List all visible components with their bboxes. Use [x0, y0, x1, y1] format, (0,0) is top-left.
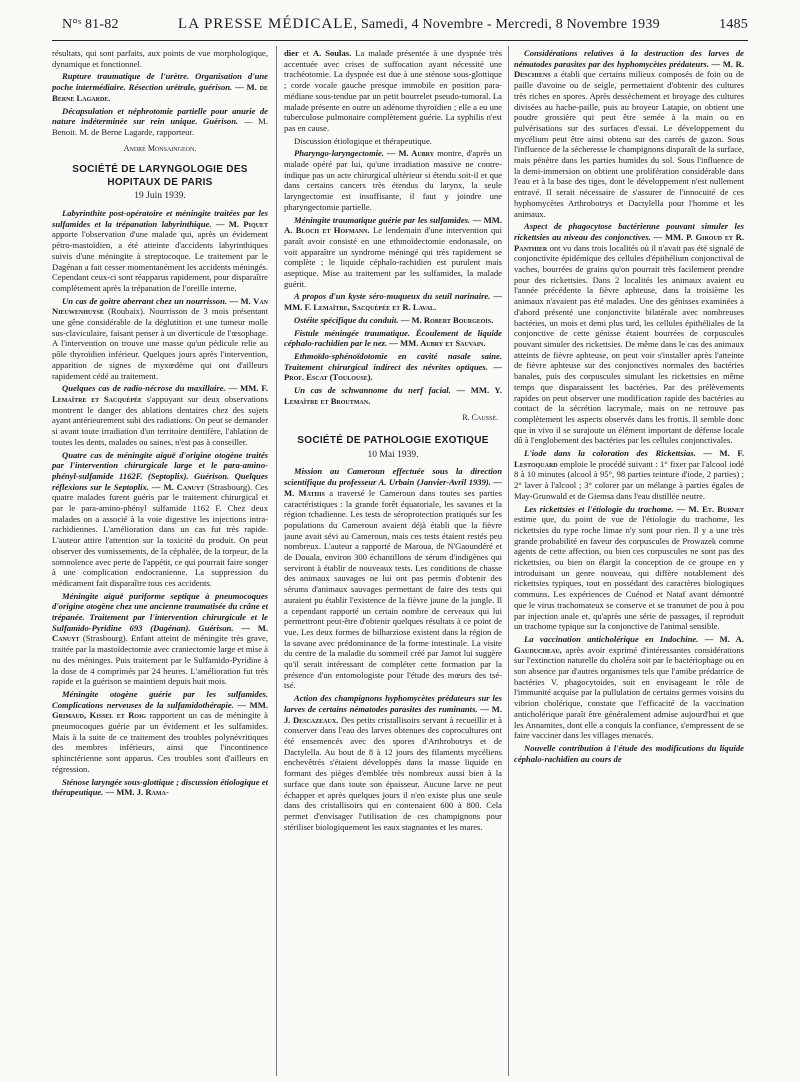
- article-title: Décapsulation et néphrotomie partielle pour anurie de nature indéterminée sur rein unique. Guérison.: [52, 105, 268, 127]
- article-author: dier: [284, 48, 299, 58]
- article-title: Ethmoïdo-sphénoïdotomie en cavité nasale saine. Traitement chirurgical indirect des névrites optiques.: [284, 350, 502, 372]
- article-author: A. Soulas.: [312, 48, 352, 58]
- article-title: Méningite traumatique guérie par les sulfamides.: [294, 214, 471, 225]
- article-title: Labyrinthite post-opératoire et méningite traitées par les sulfamides et la trépanation labyrinthique.: [52, 208, 268, 229]
- article-author: — M. Mathis: [284, 477, 502, 498]
- article: [514, 221, 744, 446]
- article-body: rapportent un cas de méningite à pneumocoques guérie par un évidement et les sulfamides. Mais à la suite de ce traitement des troubles polynévritiques des membres inférieurs, ainsi que l'incontinence sphinctérienne sont apparus. Ces troubles sont d'ailleurs en régression.: [52, 710, 268, 774]
- article-title: Un cas de schwannome du nerf facial.: [294, 385, 451, 396]
- masthead: [178, 16, 660, 33]
- word: et: [302, 48, 309, 58]
- article-title: Considérations relatives à la destruction des larves de nématodes parasites par des hyphomycètes prédateurs.: [514, 48, 744, 69]
- article: [284, 148, 502, 212]
- article-body: ont vu dans trois localités où il n'avait pas été signalé de conjonctivite épidémique des cellules d'épithélium conjonctival de vaches, bourrées de grains qu'on pourrait très facilement prendre pour des rickettsies. Dans 2 localités les animaux avaient eu l'année précédente la fièvre aphteuse, dans la troisième les animaux n'avaient pas été malades. Une des génisses examinées a d'abord présenté une conjonctivite bilatérale avec nombreuses bactéries, un mois et demi plus tard, les cellules épithéliales de la conjonctive de cette génisse étaient bourrées de corpuscules pouvant simuler des rickettsies. De même dans le cas des animaux atteints de fièvre aphteuse, on peut voir s'installer après l'atteinte de fièvre aphteuse sur des conjonctives normales des bactéries banales, puis des corpuscules simulant les rickettsies en même temps que disparaissent les bactéries. Par des prélèvements rapides on peut observer une modification rapide des bactéries au contact de la sécrétion lacrymale, mais on ne retrouve pas complètement les aspects observés dans les frottis. Il semble donc que in vivo il se surajoute un élément important de défense locale dû à l'englobement des bactéries par les cellules conjonctivales.: [514, 242, 744, 446]
- issue-number: N°ˢ 81-82: [62, 17, 119, 32]
- article-author: — MM. P. Giroud et R. Panthier: [514, 231, 744, 253]
- article-title: Les rickettsies et l'étiologie du trachome.: [524, 503, 674, 514]
- article-author: — MM. F. Lemaître et Sacquépée: [52, 383, 268, 404]
- article-title: Méningite otogène guérie par les sulfamides. Complications nerveuses de la sulfamidothérapie.: [52, 688, 268, 710]
- article-body: La malade présentée à une dyspnée très accentuée avec crises de suffocation ayant nécessité une trachéotomie. La dyspnée est due à une sténose sous-glottique ; corde vocale gauche presque immobile en position para-médiane sous-tendue par un petit bourrelet pseudo-tumoral. La malade présente en outre un adénome thyroïdien ; elle a eu une tuberculose pulmonaire complètement guérie. La syphilis n'est pas en cause.: [284, 48, 502, 133]
- article: [52, 450, 268, 589]
- article: [284, 466, 502, 691]
- column-2: [284, 48, 502, 1074]
- article: [514, 634, 744, 741]
- article-author: — M. Et. Burnet: [676, 503, 744, 514]
- article: [514, 504, 744, 632]
- column-3: [514, 48, 744, 1074]
- article-author: — MM. J. Rama-: [105, 787, 169, 798]
- paragraph: Discussion étiologique et thérapeutique.: [294, 135, 432, 146]
- signature: André Monsaingeon.: [123, 143, 197, 153]
- article: [52, 208, 268, 294]
- article-body: apporte l'observation d'une malade qui, après un évidement pétro-mastoïdien, a été atteinte d'accidents labyrinthiques suivis d'une méningite à streptocoque. Le traitement par le Dagénan a fait cesser momentanément les accidents méningés. Cependant ceux-ci sont réapparus rapidement, pour disparaître complètement après la trépanation de l'oreille interne.: [52, 229, 268, 293]
- article-author: — M. Canuyt: [52, 622, 268, 644]
- article-body: a traversé le Cameroun dans toutes ses parties caractéristiques : la grande forêt équatoriale, les savanes et la région tchadienne. Les tests de séroprotection pratiqués sur les populations du Cameroun avaient déjà établi que la fièvre jaune avait sévi au Cameroun, mais ces tests étaient restés peu nombreux. L'auteur a rapporté de Maroua, de N'Gaoundéré et de Douala, environ 300 échantillons de sérum d'indigènes qui serviront à établir de nouveaux tests. Les conditions de chasse des animaux sauvages ne lui ont pas permis d'obtenir des sérums d'animaux sauvages permettant de faire des tests qui auraient pu établir l'existence de la fièvre jaune de la jungle. Il a cependant rapporté un certain nombre de cerveaux qui lui permettront peut-être d'obtenir quelques résultats à ce point de vue. Les deux formes de bilharziose existent dans la région de la savane avec prédominance de la forme intestinale. La visite du centre de la maladie du sommeil créé par Jamot lui suggère qu'il serait intéressant de compléter cette formation par la présence d'un entomologiste pour l'étude des mœurs des tsé-tsé.: [284, 487, 502, 691]
- article: [284, 385, 502, 406]
- session-date: 19 Juin 1939.: [134, 191, 186, 202]
- article-author: — M. Benoit. M. de Berne Lagarde, rapporteur.: [52, 116, 268, 137]
- article-author: — M. A. Gauducheau,: [514, 633, 744, 655]
- article-body: Le lendemain d'une intervention qui paraît avoir consisté en une ethmoïdectomie endonasale, on voit apparaître un syndrome méningé qui très rapidement se complète ; le liquide céphalo-rachidien est purulent mais aseptique. Mise au traitement par les sulfamides, la malade guérit.: [284, 225, 502, 289]
- article: [514, 448, 744, 502]
- article: [284, 328, 502, 349]
- article-author: — M. Van Nieuwenhuyse: [52, 295, 268, 317]
- article: [284, 693, 502, 832]
- paragraph: résultats, qui sont parfaits, aux points de vue morphologique, dynamique et fonctionnel.: [52, 48, 268, 69]
- article: [52, 296, 268, 382]
- issue-date: , Samedi, 4 Novembre - Mercredi, 8 Novembre 1939: [353, 17, 660, 32]
- article-title: L'iode dans la coloration des Rickettsias.: [524, 448, 696, 459]
- article-author: — M. Canuyt: [151, 481, 205, 492]
- article-title: La vaccination anticholérique en Indochine.: [524, 633, 699, 644]
- page-header: [62, 16, 748, 42]
- article-body: estime que, du point de vue de l'étiologie du trachome, les rickettsies du type roche limae n'y sont pour rien. Il y a une très grande probabilité en faveur des corpuscules de Prowazek comme agents de cette affection, ou bien ces corpuscules ne sont pas des rickettsies, ou bien on élargit la conception de ce groupe en y introduisant un genre nouveau, qui diffère notablement des rickettsies typiques, tout en possédant des caractères biologiques communs. Les expériences de Cuénod et Nataf avant démontré que le virus trachomateux se conserve et se transmet de pou à pou par injection anale et, qu'après une série de passages, il reproduit un trachome typique sur la conjonctive de l'animal sensible.: [514, 514, 744, 632]
- article-author: — MM. F. Lemaître, Sacquépée et R. Laval.: [284, 291, 502, 313]
- article: [52, 591, 268, 687]
- article: [514, 48, 744, 219]
- article-title: Méningite aiguë puriforme septique à pneumocoques d'origine otogène chez une ancienne traumatisée du crâne et trépanée. Traitement par l'intervention chirurgicale et le Sulfamido-Pyridine 693 (Dagénan). Guérison.: [52, 590, 268, 633]
- column-divider: [276, 46, 277, 1076]
- article-body: montre, d'après un malade opéré par lui, qu'une irradiation massive ne contre-indique pas un acte chirurgical ultérieur si étendu soit-il et que dans certains cancers très étendus du larynx, la seule laryngectomie est insuffisante, il faut y joindre une pharyngectomie partielle.: [284, 148, 502, 212]
- article: [284, 291, 502, 312]
- article: [52, 383, 268, 447]
- article-body: emploie le procédé suivant : 1° fixer par l'alcool iodé 8 à 10 minutes (alcool à 95°, 98 parties teinture d'iode, 2 parties) ; 2° laver à l'alcool ; 3° colorer par un mélange à parties égales de May-Grunwald et de Giemsa dans l'eau distillée neutre.: [514, 458, 744, 501]
- article-body: (Roubaix). Nourrisson de 3 mois présentant une gêne considérable de la déglutition et une tumeur molle sus-claviculaire, faisant penser à un diverticule de l'œsophage. A l'intervention on trouve une masse qu'un pédicule relie au pôle thyroïdien inférieur. Quelques jours après l'intervention, apparition de signes de myxœdème qui ont d'ailleurs rapidement cédé au traitement.: [52, 306, 268, 381]
- signature: R. Caussé.: [462, 412, 498, 422]
- article-title: Quatre cas de méningite aiguë d'origine otogène traités par l'intervention chirurgicale large et le para-amino-phényl-sulfamide 1162F. (Septoplix). Guérison. Quelques réflexions sur le Septoplix.: [52, 449, 268, 492]
- article-title: Aspect de phagocytose bactérienne pouvant simuler les rickettsies au niveau des conjonctives.: [514, 221, 744, 242]
- article-body: a établi que certains milieux composés de foin ou de paille d'avoine ou de seigle, permettaient d'obtenir des cultures très riches en spores. Après dessèchement et broyage des cultures divisées au hache-paille, puis au broyeur Latapie, on obtient une poudre grossière qui peut être semée à la main ou en pulvérisations sur des surfaces d'essai. Le développement du mycélium peut être ainsi obtenu sur des carrés de gazon. Sous l'influence de la sécheresse le champignons disparaît de la surface, mais pénètre dans les parties humides du sol. Sous l'influence de la demi-immersion on obtient une prolifération considérable dans l'eau et à la base des tiges, dont le développement n'est nullement entravé. Il serait nécessaire de s'assurer de l'innocuité de ces hyphomycètes Arthrobotrys et Dactylella pour l'homme et les animaux.: [514, 69, 744, 219]
- article-author: — M. J. Descazeaux.: [284, 703, 502, 725]
- page-number: 1485: [719, 17, 748, 32]
- article-body: (Strasbourg). Ces quatre malades furent guéris par le traitement chirurgical et par le para-amino-phényl sulfamide 1162 F. Chez deux malades on a associé à la voie digestive les injections intra-rachidiennes. L'amélioration dans un cas fut très rapide. L'auteur attire l'attention sur la toxicité du produit. On peut observer des vomissements, de la céphalée, de la torpeur, de la somnolence avec perte de l'appétit, ce qui pourrait faire songer à une complication endocranienne. La suppression du médicament fait disparaître tous ces accidents.: [52, 481, 268, 588]
- article-author: — MM. A. Bloch et Hofmann.: [284, 214, 502, 236]
- article: [514, 743, 744, 764]
- journal-title: LA PRESSE MÉDICALE: [178, 16, 354, 32]
- article: [284, 315, 502, 326]
- article-title: Action des champignons hyphomycètes prédateurs sur les larves de certains nématodes parasites des ruminants.: [284, 693, 502, 714]
- article-author: — MM. Grimaud, Kissel et Roig: [52, 699, 268, 721]
- article-body: s'appuyant sur deux observations montrent le danger des ablations dentaires chez des sujets ayant antérieurement subi des radiations. On peut se demander si avant toute irradiation d'un territoire dentifère, l'ablation de toutes les dents, malades ou saines, n'est pas à conseiller.: [52, 393, 268, 447]
- society-heading: SOCIÉTÉ DE PATHOLOGIE EXOTIQUE: [297, 435, 489, 447]
- article-title: Mission au Cameroun effectuée sous la direction scientifique du professeur A. Urbain (Janvier-Avril 1939).: [284, 466, 502, 488]
- article-title: Quelques cas de radio-nécrose du maxillaire.: [62, 383, 226, 394]
- article-author: — M. R. Deschiens: [514, 58, 744, 80]
- article-continued: [284, 48, 502, 134]
- article-author: — MM. Aubry et Sauvain.: [389, 338, 486, 349]
- article-author: — M. F. Lestoquard: [514, 448, 744, 469]
- article-author: — M. Piquet: [215, 218, 268, 229]
- article-author: — Prof. Escat (Toulouse).: [284, 361, 502, 383]
- article: [52, 106, 268, 138]
- article: [284, 351, 502, 383]
- article-title: Un cas de goitre aberrant chez un nourrisson.: [62, 295, 228, 306]
- session-date: 10 Mai 1939.: [367, 449, 419, 460]
- article-author: — M. Robert Bourgeois.: [400, 314, 494, 325]
- article: [52, 777, 268, 798]
- article-body: Des petits cristallisoirs servant à recueillir et à conserver dans l'eau des larves obtenues des coprocultures ont été ensemencés avec des spores d'Arthrobotrys et de Dactylella. Au bout de 8 à 12 jours des filaments mycéliens enchevêtrés s'étaient développés dans la masse liquide en formant des pièges d'emblée très nombreux aussi bien à la surface que dans toute son épaisseur. Aucune larve ne peut échapper et après quelques jours il n'en existe plus une seule dans des cristallisoirs qui en contenaient 600 à 800. Cela permet d'envisager l'utilisation de ces champignons pour stériliser biologiquement les eaux stagnantes et les mares.: [284, 714, 502, 832]
- article-body: après avoir exprimé d'intéressantes considérations sur l'extinction naturelle du choléra soit par le bactériophage ou en son absence par d'autres organismes tels que l'amibe prédatrice de bactéries V. phagocytoides, soit en envisageant le rôle de l'immunité acquise par la pullulation de certains germes voisins du vibrion cholérique, constate que l'efficacité de la vaccination anticholérique paraît être généralement admise aujourd'hui et que les Annamites, dont elle a conquis la confiance, s'empressent de se faire vacciner dans les villages menacés.: [514, 644, 744, 741]
- article: [284, 215, 502, 290]
- article-title: Fistule méningée traumatique. Écoulement de liquide céphalo-rachidien par le nez.: [284, 327, 502, 349]
- society-heading: SOCIÉTÉ DE LARYNGOLOGIE DES HOPITAUX DE PARIS: [72, 164, 248, 188]
- article: [52, 71, 268, 103]
- article-title: Ostéite spécifique du conduit.: [294, 314, 399, 325]
- article: [52, 689, 268, 775]
- column-1: [52, 48, 268, 1074]
- article-title: Pharyngo-laryngectomie.: [294, 148, 384, 159]
- article-body: (Strasbourg). Enfant atteint de méningite très grave, traitée par la mastoïdectomie avec craniectomie large et mise à nu des méninges. Puis traitement par le Sulfamido-Pyridine à la dose de 4 comprimés par 24 heures. L'amélioration fut très rapide et la guérison se maintient depuis huit mois.: [52, 633, 268, 687]
- article-title: Rupture traumatique de l'urètre. Organisation d'une poche intermédiaire. Résection urétrale, guérison.: [52, 71, 268, 93]
- column-divider: [508, 46, 509, 1076]
- article-author: — M. Aubry: [386, 148, 435, 159]
- article-title: Nouvelle contribution à l'étude des modifications du liquide céphalo-rachidien au cours de: [514, 743, 744, 764]
- article-title: A propos d'un kyste séro-muqueux du seuil narinaire.: [294, 291, 491, 302]
- header-rule: [52, 40, 748, 41]
- article-author: — M. de Berne Lagarde.: [52, 82, 268, 103]
- article-title: Sténose laryngée sous-glottique ; discussion étiologique et thérapeutique.: [52, 776, 268, 798]
- article-author: — MM. Y. Lemaître et Broutman.: [284, 385, 502, 406]
